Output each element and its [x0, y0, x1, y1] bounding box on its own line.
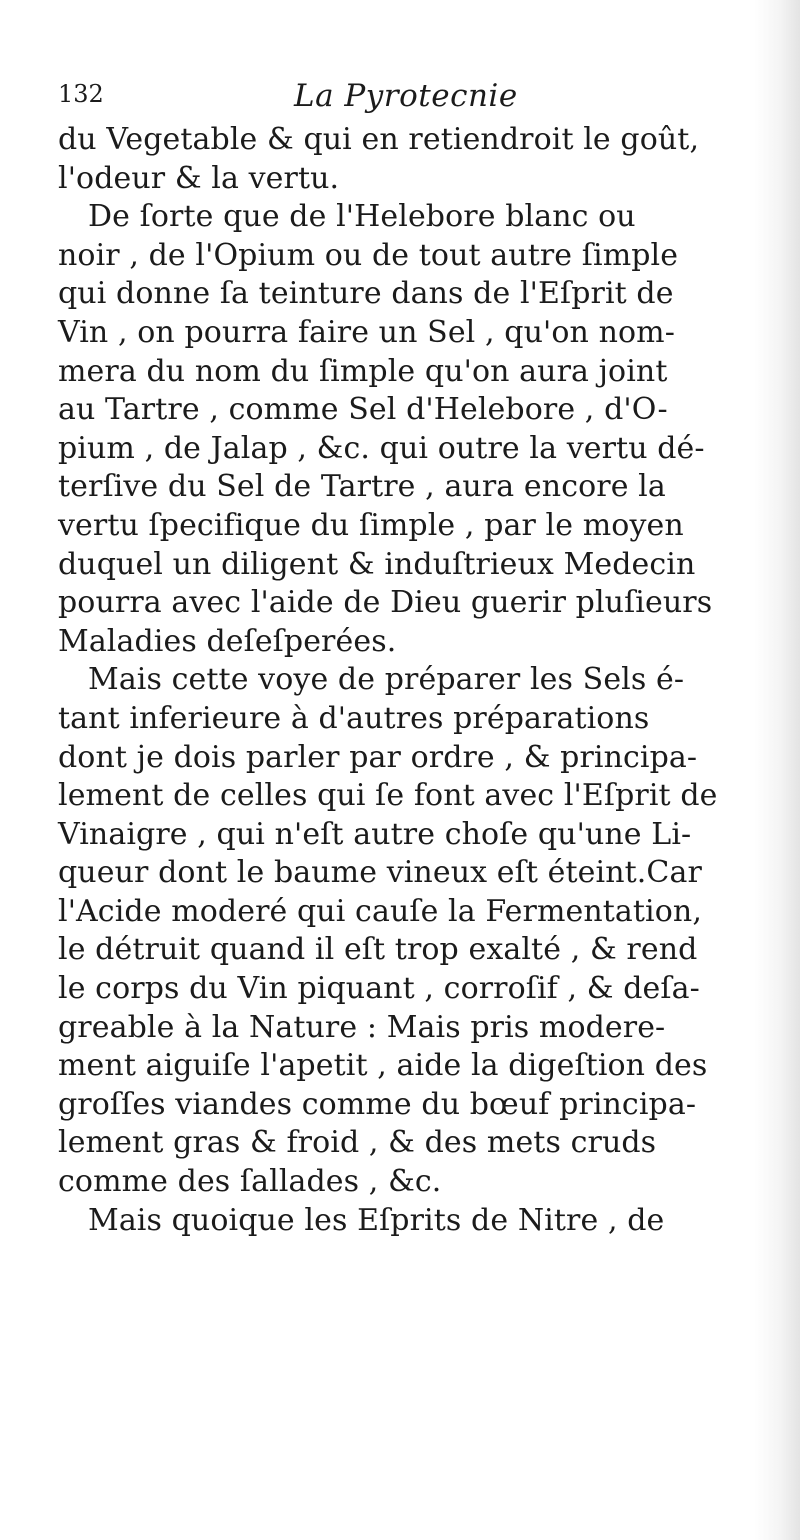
- text-line: groſſes viandes comme du bœuf principa-: [58, 1086, 697, 1122]
- text-line: dont je dois parler par ordre , & principa-: [58, 739, 698, 775]
- text-line: Maladies deſeſperées.: [58, 623, 397, 659]
- text-line: ment aiguiſe l'apetit , aide la digeſtion des: [58, 1048, 708, 1084]
- paragraph-start-line: De ſorte que de l'Helebore blanc ou: [88, 199, 636, 235]
- text-line: l'odeur & la vertu.: [58, 160, 340, 196]
- body-text: [58, 121, 798, 1240]
- text-line: tant inferieure à d'autres préparations: [58, 700, 650, 736]
- text-line: greable à la Nature : Mais pris modere-: [58, 1009, 666, 1045]
- running-title: La Pyrotecnie: [294, 78, 518, 114]
- text-line: pourra avec l'aide de Dieu guerir pluſieurs: [58, 585, 713, 621]
- text-line: lement gras & froid , & des mets cruds: [58, 1125, 657, 1161]
- text-line: du Vegetable & qui en retiendroit le goût,: [58, 122, 700, 157]
- text-line: Vin , on pourra faire un Sel , qu'on nom-: [58, 314, 675, 350]
- text-line: mera du nom du ſimple qu'on aura joint: [58, 353, 668, 389]
- paragraph-start-line: Mais cette voye de préparer les Sels é-: [88, 662, 685, 698]
- text-line: duquel un diligent & induſtrieux Medecin: [58, 546, 696, 582]
- text-line: pium , de Jalap , &c. qui outre la vertu dé-: [58, 430, 705, 466]
- text-line: le détruit quand il eſt trop exalté , & rend: [58, 932, 698, 968]
- paragraph-start-line: Mais quoique les Eſprits de Nitre , de: [88, 1202, 665, 1238]
- text-line: qui donne ſa teinture dans de l'Eſprit de: [58, 276, 674, 312]
- text-line: Vinaigre , qui n'eſt autre choſe qu'une Li-: [58, 816, 692, 852]
- page-header: [58, 78, 758, 118]
- text-line: queur dont le baume vineux eſt éteint.Car: [58, 855, 702, 891]
- text-line: l'Acide moderé qui cauſe la Fermentation,: [58, 893, 702, 929]
- text-line: vertu ſpecifique du ſimple , par le moyen: [58, 507, 684, 543]
- text-line: terſive du Sel de Tartre , aura encore la: [58, 469, 666, 505]
- text-line: au Tartre , comme Sel d'Helebore , d'O-: [58, 392, 668, 428]
- text-line: lement de celles qui ſe font avec l'Eſprit de: [58, 778, 718, 814]
- text-line: le corps du Vin piquant , corroſif , & deſa-: [58, 971, 700, 1007]
- text-line: noir , de l'Opium ou de tout autre ſimple: [58, 237, 679, 273]
- text-line: comme des ſallades , &c.: [58, 1164, 442, 1200]
- page-number: 132: [58, 80, 104, 108]
